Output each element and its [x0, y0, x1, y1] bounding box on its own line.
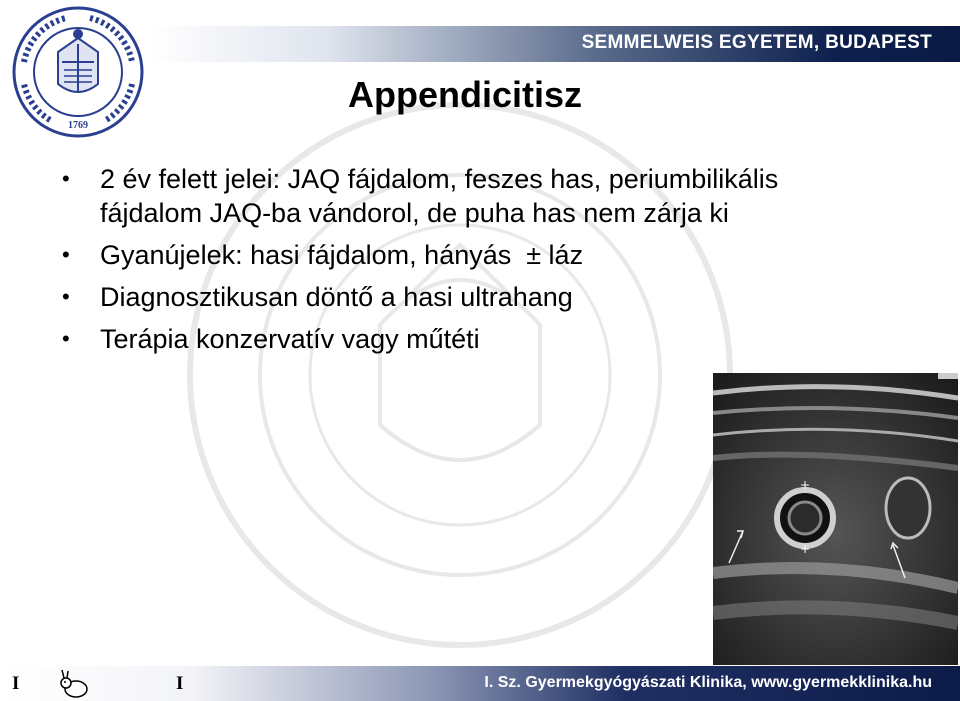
bullet-item [62, 162, 942, 230]
bullet-list [62, 162, 942, 364]
footer-roman-right: I [176, 673, 184, 694]
bullet-text: • 2 év felett jelei: JAQ fájdalom, feszes has, periumbilikális [100, 164, 779, 194]
bullet-item [62, 280, 942, 314]
bullet-item [62, 238, 942, 272]
bullet-text: • Terápia konzervatív vagy műtéti [100, 324, 480, 354]
svg-text:+: + [799, 542, 811, 556]
bullet-item [62, 322, 942, 356]
ultrasound-image [713, 373, 958, 665]
bullet-text: • Diagnosztikusan döntő a hasi ultrahang [100, 282, 573, 312]
footer-banner [0, 666, 960, 701]
svg-text:+: + [799, 478, 811, 492]
header-banner [150, 26, 960, 62]
university-seal-icon [10, 4, 146, 140]
rabbit-icon [58, 669, 92, 699]
university-name: SEMMELWEIS EGYETEM, BUDAPEST [581, 32, 932, 53]
bullet-text: • Gyanújelek: hasi fájdalom, hányás ± láz [100, 240, 584, 270]
bullet-text-continued: fájdalom JAQ-ba vándorol, de puha has nem zárja ki [100, 198, 729, 228]
seal-year: 1769 [68, 120, 88, 131]
clinic-name: I. Sz. Gyermekgyógyászati Klinika, www.gyermekklinika.hu [484, 674, 932, 691]
slide-title: Appendicitisz [348, 74, 583, 115]
footer-roman-left: I [12, 673, 20, 694]
